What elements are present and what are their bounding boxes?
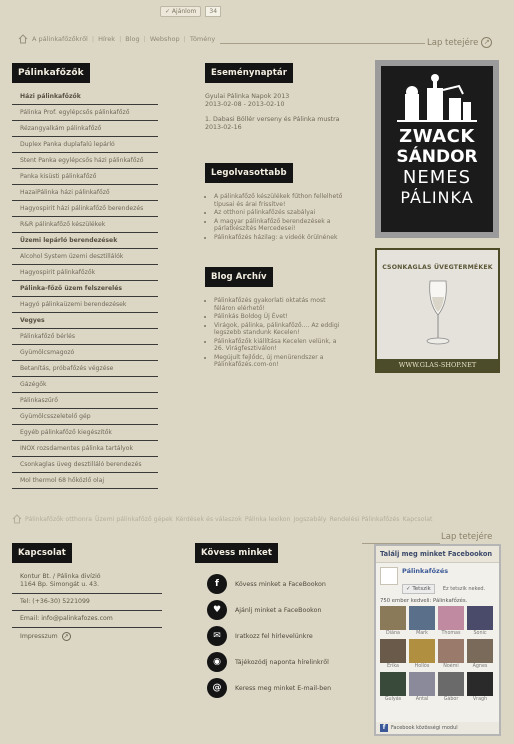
blog-archive-item[interactable]: • Pálinkás Boldog Új Évet! bbox=[214, 313, 345, 321]
newsletter-icon: ✉ bbox=[207, 626, 227, 646]
menu-item[interactable]: Mol thermol 68 hőközlő olaj bbox=[12, 473, 158, 489]
breadcrumb-link[interactable]: Webshop bbox=[149, 35, 180, 43]
footer-back-to-top-link[interactable]: Lap tetejére bbox=[441, 532, 493, 542]
breadcrumb-link[interactable]: Hírek bbox=[98, 35, 116, 43]
fan-avatar bbox=[438, 639, 464, 663]
like-button[interactable]: ✓ Ajánlom bbox=[160, 6, 201, 17]
fan-name: Gábor bbox=[443, 697, 459, 702]
events-title: Eseménynaptár bbox=[205, 63, 293, 83]
divider bbox=[220, 43, 425, 44]
menu-item[interactable]: Gyümölcsszeletelő gép bbox=[12, 409, 158, 425]
menu-item[interactable]: Egyéb pálinkafőző kiegészítők bbox=[12, 425, 158, 441]
banner-line: ZWACK bbox=[399, 126, 475, 147]
home-icon[interactable] bbox=[12, 514, 22, 524]
menu-item[interactable]: Gázégők bbox=[12, 377, 158, 393]
menu-item[interactable]: R&R pálinkafőző készülékek bbox=[12, 217, 158, 233]
footer-link[interactable]: Jogszabály bbox=[293, 515, 327, 523]
fan-face[interactable] bbox=[409, 606, 435, 636]
fan-face[interactable] bbox=[438, 639, 464, 669]
mostread-item[interactable]: • A magyar pálinkafőző berendezések a párlatkészítés Mercedesei! bbox=[214, 218, 345, 233]
menu-category[interactable]: Pálinka-főző üzem felszerelés bbox=[12, 281, 158, 297]
blog-archive-title: Blog Archív bbox=[205, 267, 273, 287]
arrow-up-icon: ↗ bbox=[481, 37, 492, 48]
facebook-like-button[interactable]: ✓ Tetszik bbox=[402, 584, 435, 594]
back-to-top-link[interactable] bbox=[427, 37, 492, 48]
fan-count: 750 ember kedveli: Pálinkafőzés. bbox=[380, 598, 468, 604]
blog-archive-item[interactable]: • Pálinkafőzés gyakorlati oktatás most féláron elérhető! bbox=[214, 297, 345, 312]
like-count: 34 bbox=[205, 6, 221, 17]
breadcrumb-link[interactable]: Tömény bbox=[189, 35, 216, 43]
contact-title: Kapcsolat bbox=[12, 543, 72, 563]
fan-name: Agnes bbox=[472, 664, 488, 669]
fan-avatar bbox=[467, 606, 493, 630]
fan-avatar bbox=[409, 606, 435, 630]
fan-face[interactable] bbox=[409, 639, 435, 669]
fan-name: Thomas bbox=[441, 631, 461, 636]
fan-name: Erika bbox=[387, 664, 399, 669]
breadcrumb-link[interactable]: Blog bbox=[125, 35, 140, 43]
mostread-title: Legolvasottabb bbox=[205, 163, 293, 183]
footer-link[interactable]: Pálinkafőzők otthonra bbox=[25, 515, 93, 523]
blog-archive-box bbox=[205, 264, 345, 370]
mostread-item[interactable]: • A pálinkafőző készülékek fűthon fellelhető típusai és árai frissítve! bbox=[214, 193, 345, 208]
follow-title: Kövess minket bbox=[195, 543, 278, 563]
csonkaglas-banner[interactable] bbox=[375, 248, 500, 373]
contact-box bbox=[12, 540, 162, 645]
menu-item[interactable]: Pálinka Prof. egylépcsős pálinkafőző bbox=[12, 105, 158, 121]
palinkafozok-menu bbox=[12, 89, 158, 489]
fan-avatar bbox=[380, 672, 406, 696]
back-to-top-label: Lap tetejére bbox=[427, 37, 479, 48]
external-link-icon: ↗ bbox=[63, 633, 69, 640]
menu-item[interactable]: Csonkaglas üveg desztilláló berendezés bbox=[12, 457, 158, 473]
footer-link[interactable]: Kapcsolat bbox=[402, 515, 433, 523]
fan-face[interactable] bbox=[380, 639, 406, 669]
blog-archive-list bbox=[205, 297, 345, 369]
rss-link[interactable]: ◉ Tájékozódj naponta hírelinkről bbox=[195, 649, 355, 675]
banner-title: CSONKAGLAS ÜVEGTERMÉKEK bbox=[382, 264, 493, 271]
fan-name: Diána bbox=[386, 631, 400, 636]
menu-item[interactable]: HazaiPálinka házi pálinkafőző bbox=[12, 185, 158, 201]
contact-address: Kontur Bt. / Pálinka divízió 1164 Bp. Simongát u. 43. bbox=[12, 569, 162, 594]
menu-item[interactable]: Stent Panka egylépcsős házi pálinkafőző bbox=[12, 153, 158, 169]
banner-line: NEMES bbox=[402, 167, 472, 188]
fan-name: Gulyás bbox=[384, 697, 402, 702]
email-us-link[interactable]: @ Keress meg minket E-mail-ben bbox=[195, 675, 355, 701]
recommend-facebook-link[interactable]: ♥ Ajánlj minket a FaceBookon bbox=[195, 597, 355, 623]
top-share-bar bbox=[160, 0, 221, 22]
fan-face[interactable] bbox=[409, 672, 435, 702]
fan-face[interactable] bbox=[467, 639, 493, 669]
zwack-banner[interactable] bbox=[375, 60, 499, 238]
menu-item[interactable]: Panka kisüsti pálinkafőző bbox=[12, 169, 158, 185]
fan-name: Vragh bbox=[472, 697, 488, 702]
menu-item[interactable]: Pálinkafőző bérlés bbox=[12, 329, 158, 345]
page-logo[interactable] bbox=[380, 567, 398, 585]
recommend-icon: ♥ bbox=[207, 600, 227, 620]
footer-link[interactable]: Rendelési Pálinkafőzés bbox=[329, 515, 400, 523]
rss-icon: ◉ bbox=[207, 652, 227, 672]
menu-item[interactable]: Alcohol System üzemi desztillálók bbox=[12, 249, 158, 265]
events-box bbox=[205, 60, 345, 139]
fan-avatar bbox=[380, 639, 406, 663]
contact-email[interactable]: Email: info@palinkafozes.com bbox=[12, 611, 162, 628]
email-icon: @ bbox=[207, 678, 227, 698]
footer-link[interactable]: Kérdések és válaszok bbox=[175, 515, 242, 523]
follow-facebook-link[interactable]: f Kövess minket a FaceBookon bbox=[195, 571, 355, 597]
fan-avatar bbox=[467, 639, 493, 663]
menu-category[interactable]: Vegyes bbox=[12, 313, 158, 329]
fan-face[interactable] bbox=[438, 672, 464, 702]
banner-url: WWW.GLAS-SHOP.NET bbox=[377, 359, 498, 371]
menu-item[interactable]: Hagyospirit pálinkafőzők bbox=[12, 265, 158, 281]
fan-face[interactable] bbox=[467, 672, 493, 702]
facebook-footer: f Facebook közösségi modul bbox=[376, 722, 499, 734]
breadcrumb-link[interactable]: A pálinkafőzőkről bbox=[32, 35, 88, 43]
banner-line: PÁLINKA bbox=[400, 188, 474, 207]
mostread-box bbox=[205, 160, 345, 242]
fan-name: Noémi bbox=[443, 664, 459, 669]
menu-item[interactable]: Betanítás, próbafőzés végzése bbox=[12, 361, 158, 377]
fan-avatar bbox=[438, 606, 464, 630]
menu-item[interactable]: Duplex Panka duplafalú lepárló bbox=[12, 137, 158, 153]
mostread-item[interactable]: • Az otthoni pálinkafőzés szabályai bbox=[214, 209, 345, 217]
contact-phone: Tel: (+36-30) 5221099 bbox=[12, 594, 162, 611]
fan-name: Antal bbox=[415, 697, 429, 702]
fan-face[interactable] bbox=[438, 606, 464, 636]
menu-category[interactable]: Üzemi lepárló berendezések bbox=[12, 233, 158, 249]
banner-line: SÁNDOR bbox=[396, 147, 478, 167]
blog-archive-item[interactable]: • Megújult fejlődc, új menürendszer a Pálinkafőzés.com-on! bbox=[214, 354, 345, 369]
distillery-logo-icon bbox=[397, 74, 477, 124]
facebook-logo-icon: f bbox=[380, 724, 388, 732]
fan-name: Mark bbox=[416, 631, 428, 636]
fan-avatar bbox=[409, 639, 435, 663]
fan-name: Hollós bbox=[414, 664, 430, 669]
footer-link[interactable]: Pálinka lexikon bbox=[244, 515, 291, 523]
blog-archive-item[interactable]: • Pálinkafőzők kiállítása Kecelen velünk, a 26. Virágfesztiválon! bbox=[214, 338, 345, 353]
menu-item[interactable]: INOX rozsdamentes pálinka tartályok bbox=[12, 441, 158, 457]
menu-item[interactable]: Pálinkaszűrő bbox=[12, 393, 158, 409]
fan-face[interactable] bbox=[380, 606, 406, 636]
menu-item[interactable]: Hagyospirit házi pálinkafőző berendezés bbox=[12, 201, 158, 217]
fan-avatar bbox=[438, 672, 464, 696]
menu-category[interactable]: Házi pálinkafőzők bbox=[12, 89, 158, 105]
mostread-item[interactable]: • Pálinkafőzés házilag: a videók örülnének bbox=[214, 234, 345, 242]
impressum-link[interactable]: Impresszum ↗ bbox=[20, 632, 69, 640]
event-item[interactable]: Gyulai Pálinka Napok 2013 2013-02-08 - 2013-02-10 bbox=[205, 93, 290, 108]
palinkafozok-title: Pálinkafőzők bbox=[12, 63, 90, 83]
follow-box bbox=[195, 540, 355, 701]
fan-avatar bbox=[467, 672, 493, 696]
facebook-icon: f bbox=[207, 574, 227, 594]
menu-item[interactable]: Hagyó pálinkaüzemi berendezések bbox=[12, 297, 158, 313]
facebook-widget-header: Találj meg minket Facebookon bbox=[376, 546, 499, 563]
mostread-list bbox=[205, 193, 345, 241]
facebook-widget bbox=[374, 544, 501, 736]
palinkafozok-box bbox=[12, 60, 158, 489]
newsletter-link[interactable]: ✉ Iratkozz fel hírlevelünkre bbox=[195, 623, 355, 649]
menu-item[interactable]: Rézangyalkám pálinkafőző bbox=[12, 121, 158, 137]
footer-link[interactable]: Üzemi pálinkafőző gépek bbox=[95, 515, 173, 523]
fan-faces bbox=[376, 604, 499, 704]
fan-avatar bbox=[409, 672, 435, 696]
breadcrumb: A pálinkafőzőkről | Hírek | Blog | Webshop | Tömény bbox=[18, 34, 215, 44]
fan-name: Sonic bbox=[473, 631, 487, 636]
event-item[interactable]: 1. Dabasi Böllér verseny és Pálinka mustra 2013-02-16 bbox=[205, 116, 340, 131]
footer-links bbox=[12, 514, 433, 524]
page-name-link[interactable]: Pálinkafőzés bbox=[402, 567, 449, 575]
menu-item[interactable]: Gyümölcsmagozó bbox=[12, 345, 158, 361]
fan-avatar bbox=[380, 606, 406, 630]
fan-face[interactable] bbox=[467, 606, 493, 636]
fan-face[interactable] bbox=[380, 672, 406, 702]
blog-archive-item[interactable]: • Virágok, pálinka, pálinkafőző.... Az eddigi legszebb standunk Kecelen! bbox=[214, 322, 345, 337]
like-status: Ez tetszik neked. bbox=[442, 586, 486, 592]
home-icon[interactable] bbox=[18, 34, 28, 44]
wine-glass-icon bbox=[418, 277, 458, 349]
